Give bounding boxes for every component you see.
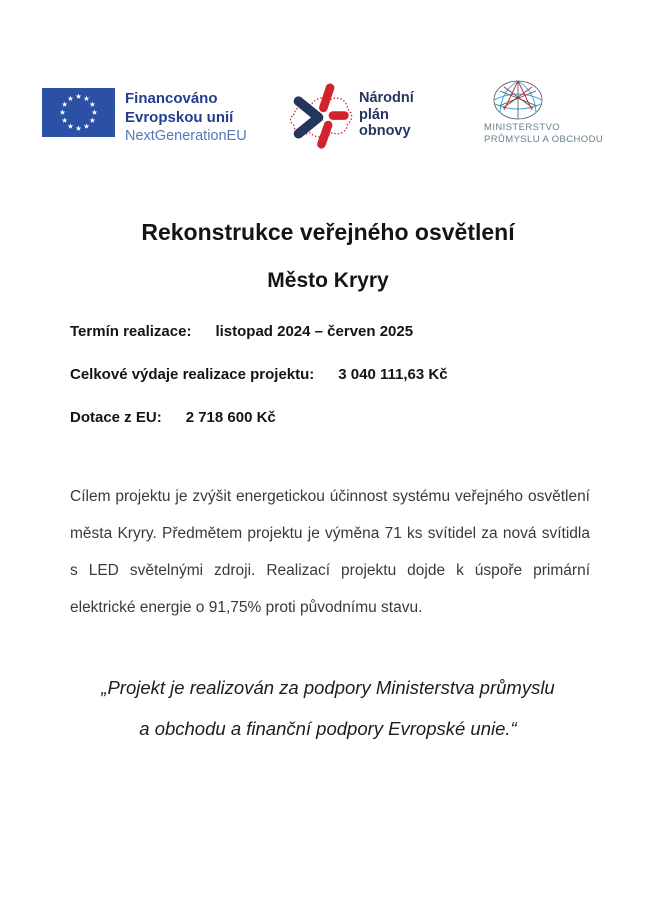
detail-row-costs [70, 367, 448, 383]
ministry-line2: PRŮMYSLU A OBCHODU [484, 133, 604, 145]
support-quote [28, 667, 628, 749]
npo-icon [287, 83, 354, 150]
project-details [70, 324, 448, 453]
npo-line3: obnovy [359, 123, 411, 139]
npo-text [359, 83, 414, 150]
support-quote-line2: a obchodu a finanční podpory Evropské unie.“ [139, 718, 517, 739]
detail-value: 2 718 600 Kč [185, 409, 276, 426]
npo-logo [287, 83, 414, 150]
eu-flag-icon [42, 88, 115, 137]
detail-value: listopad 2024 – červen 2025 [215, 323, 414, 340]
detail-label: Celkové výdaje realizace projektu: [70, 366, 315, 383]
detail-value: 3 040 111,63 Kč [338, 366, 448, 383]
detail-label: Dotace z EU: [70, 409, 162, 426]
eu-funding-line1: Financováno [125, 90, 218, 107]
support-quote-line1: „Projekt je realizován za podpory Ministerstva průmyslu [101, 677, 555, 698]
eu-funding-logo [42, 88, 247, 146]
page-title: Rekonstrukce veřejného osvětlení [141, 219, 515, 245]
ministry-globe-icon [490, 79, 546, 121]
project-description: Cílem projektu je zvýšit energetickou účinnost systému veřejného osvětlení města Kryry. Předmětem projektu je výměna 71 ks svítidel za nová svítidla s LED světelnými zdroji. Realizací projektu dojde k úspoře primární elektrické energie o 91,75% proti původnímu stavu. [70, 488, 590, 616]
ministry-line1: MINISTERSTVO [484, 122, 561, 133]
npo-line1: Národní [359, 90, 414, 106]
detail-row-term [70, 324, 448, 340]
eu-funding-line3: NextGenerationEU [125, 128, 247, 144]
ministry-logo [484, 79, 620, 145]
npo-line2: plán [359, 106, 389, 123]
detail-label: Termín realizace: [70, 323, 192, 340]
eu-funding-line2: Evropskou unií [125, 109, 234, 126]
detail-row-subsidy [70, 410, 448, 426]
page-subtitle: Město Kryry [267, 269, 389, 292]
eu-funding-text [125, 88, 247, 146]
ministry-text [484, 122, 620, 145]
